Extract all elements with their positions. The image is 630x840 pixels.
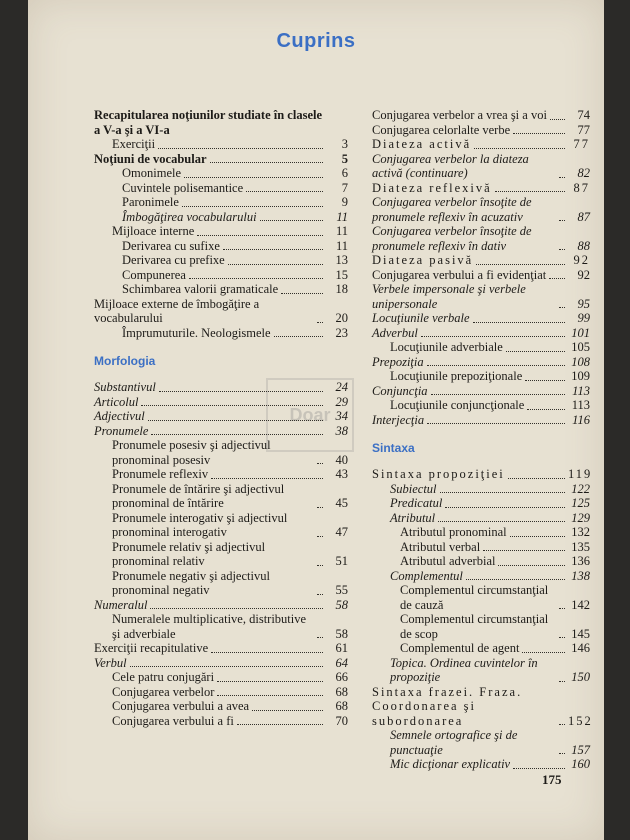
dot-leader (211, 478, 323, 479)
toc-entry-page: 82 (577, 166, 590, 180)
toc-entry-page: 135 (571, 539, 590, 554)
toc-entry (372, 540, 590, 555)
toc-entry-title: Îmbogăţirea vocabularului (122, 209, 257, 224)
toc-entry-title: Interjecţia (372, 412, 425, 427)
toc-entry (372, 656, 590, 685)
toc-entry (372, 757, 590, 772)
toc-entry (94, 224, 348, 239)
toc-entry-title: Cele patru conjugări (112, 670, 215, 684)
dot-leader (317, 507, 323, 508)
toc-entry (94, 511, 348, 540)
dot-leader (473, 322, 565, 323)
dot-leader (527, 409, 565, 410)
dot-leader (130, 666, 323, 667)
dot-leader (466, 579, 565, 580)
toc-entry (94, 181, 348, 196)
toc-entry-title: Semnele ortografice şi de punctuaţie (390, 728, 518, 757)
toc-entry-title: Conjuncţia (372, 383, 428, 398)
dot-leader (217, 695, 323, 696)
toc-entry-page: 64 (335, 655, 348, 670)
toc-entry-page: 15 (335, 267, 348, 282)
dot-leader (274, 336, 323, 337)
dot-leader (525, 380, 565, 381)
toc-entry (372, 253, 590, 268)
toc-entry-page: 11 (335, 224, 348, 238)
dot-leader (141, 405, 323, 406)
dot-leader (217, 681, 323, 682)
toc-entry-page: 68 (335, 684, 348, 699)
toc-entry-page: 38 (335, 423, 348, 438)
dot-leader (474, 148, 565, 149)
dot-leader (559, 177, 565, 178)
toc-entry-title: Verbul (94, 655, 127, 670)
dot-leader (559, 608, 565, 609)
toc-entry (94, 670, 348, 685)
dot-leader (237, 724, 323, 725)
toc-entry-title: Omonimele (122, 166, 182, 180)
toc-entry (372, 108, 590, 123)
toc-entry-title: Complementul (390, 568, 463, 583)
toc-entry (372, 554, 590, 569)
toc-entry-page: 146 (571, 641, 590, 655)
dot-leader (317, 565, 323, 566)
toc-entry-title: Substantivul (94, 380, 156, 394)
toc-entry-page: 24 (335, 380, 348, 394)
toc-entry (372, 195, 590, 224)
dot-leader (317, 536, 323, 537)
dot-leader (513, 768, 565, 769)
toc-entry-title: Conjugarea verbelor (112, 684, 215, 699)
toc-entry (372, 355, 590, 370)
toc-entry (372, 728, 590, 757)
toc-entry (372, 152, 590, 181)
toc-entry-page: 136 (571, 554, 590, 568)
toc-entry-page: 87 (573, 180, 590, 195)
toc-entry-page: 58 (335, 626, 348, 641)
section-heading: Sintaxa (372, 441, 415, 455)
toc-entry (372, 612, 590, 641)
toc-entry (372, 123, 590, 138)
toc-entry (94, 641, 348, 656)
dot-leader (549, 278, 565, 279)
dot-leader (260, 220, 323, 221)
dot-leader (148, 420, 323, 421)
toc-entry-page: 51 (335, 554, 348, 568)
toc-entry-title: Mijloace interne (112, 224, 195, 238)
dot-leader (223, 249, 323, 250)
toc-entry-title: Paronimele (122, 195, 179, 209)
toc-entry (372, 641, 590, 656)
toc-entry-page: 116 (572, 412, 590, 427)
toc-entry (94, 326, 348, 341)
dot-leader (317, 322, 323, 323)
toc-entry-title: Adjectivul (94, 409, 145, 423)
toc-entry (94, 195, 348, 210)
toc-entry-title: Diateza reflexivă (372, 180, 492, 195)
dot-leader (182, 206, 323, 207)
toc-entry-title: Conjugarea verbelor însoţite de pronumele reflexiv în dativ (372, 224, 532, 253)
dot-leader (431, 394, 565, 395)
toc-entry-page: 68 (335, 699, 348, 713)
dot-leader (189, 278, 323, 279)
toc-entry (94, 569, 348, 598)
toc-entry-page: 70 (335, 713, 348, 728)
toc-entry (94, 714, 348, 729)
toc-entry (94, 482, 348, 511)
dot-leader (445, 507, 565, 508)
toc-entry (94, 166, 348, 181)
dot-leader (158, 148, 323, 149)
dot-leader (228, 264, 323, 265)
toc-entry (372, 268, 590, 283)
toc-entry-title: Numeralele multiplicative, distributive şi adverbiale (112, 612, 307, 641)
dot-leader (498, 565, 565, 566)
toc-entry-page: 13 (335, 253, 348, 267)
toc-entry-title: Prepoziţia (372, 354, 424, 369)
dot-leader (510, 536, 565, 537)
toc-entry (94, 685, 348, 700)
toc-entry (372, 413, 590, 428)
toc-entry-page: 125 (571, 496, 590, 510)
toc-entry-title: Mic dicţionar explicativ (390, 757, 511, 771)
toc-entry (94, 239, 348, 254)
toc-entry-page: 23 (335, 325, 348, 340)
toc-entry (94, 297, 348, 326)
toc-entry-page: 74 (577, 108, 590, 122)
toc-entry-page: 150 (571, 670, 590, 684)
toc-entry (94, 268, 348, 283)
dot-leader (559, 307, 565, 308)
toc-entry-title: Exerciţii (112, 137, 156, 151)
toc-entry (94, 282, 348, 297)
dot-leader (317, 463, 323, 464)
toc-entry-title: Pronumele interogativ şi adjectivul pronominal interogativ (112, 510, 288, 539)
dot-leader (559, 249, 565, 250)
toc-entry-title: Topica. Ordinea cuvintelor în propoziţie (390, 655, 538, 684)
toc-entry-title: Predicatul (390, 496, 443, 510)
dot-leader (559, 637, 565, 638)
toc-entry-title: Subiectul (390, 481, 437, 496)
toc-entry (372, 326, 590, 341)
toc-entry-page: 113 (571, 398, 590, 412)
toc-entry-title: Atributul (390, 510, 436, 525)
toc-entry-page: 43 (335, 467, 348, 481)
toc-entry-title: Atributul pronominal (400, 525, 507, 539)
toc-entry-title: Exerciţii recapitulative (94, 641, 209, 655)
toc-entry-title: Locuţiunile prepoziţionale (390, 369, 523, 383)
toc-entry (372, 583, 590, 612)
dot-leader (506, 351, 565, 352)
toc-entry-title: Cuvintele polisemantice (122, 180, 244, 195)
toc-entry-page: 92 (577, 267, 590, 282)
page-title: Cuprins (276, 30, 356, 52)
toc-entry-page: 29 (335, 394, 348, 409)
toc-entry (94, 395, 348, 410)
toc-entry-title: Diateza activă (372, 137, 472, 151)
toc-entry-title: Pronumele reflexiv (112, 467, 209, 481)
dot-leader (281, 293, 323, 294)
toc-entry-page: 105 (571, 340, 590, 354)
dot-leader (522, 652, 565, 653)
toc-entry-page: 55 (335, 583, 348, 597)
dot-leader (184, 177, 323, 178)
toc-entry-title: Pronumele de întărire şi adjectivul pronominal de întărire (112, 481, 285, 510)
toc-entry (372, 137, 590, 152)
toc-entry-title: Conjugarea verbelor însoţite de pronumele reflexiv în acuzativ (372, 195, 532, 224)
toc-entry-page: 132 (571, 525, 590, 539)
toc-entry (94, 540, 348, 569)
toc-entry-title: Conjugarea verbelor a vrea şi a voi (372, 108, 547, 122)
toc-entry-page: 87 (577, 209, 590, 224)
dot-leader (440, 492, 565, 493)
toc-entry-title: Complementul circumstanţial de scop (400, 612, 549, 641)
toc-entry (372, 181, 590, 196)
toc-entry-title: Numeralul (94, 597, 148, 612)
toc-entry-page: 108 (571, 354, 590, 369)
toc-entry-title: Conjugarea celorlalte verbe (372, 122, 511, 137)
toc-entry-title: Conjugarea verbului a fi evidenţiat (372, 267, 547, 282)
dot-leader (211, 652, 323, 653)
toc-entry (94, 438, 348, 467)
toc-entry-page: 61 (335, 641, 348, 655)
dot-leader (483, 550, 565, 551)
toc-entry-title: Pronumele posesiv şi adjectivul pronominal posesiv (112, 438, 271, 467)
toc-entry-title: Sintaxa frazei. Fraza. Coordonarea şi subordonarea (372, 684, 523, 728)
toc-entry-page: 142 (571, 597, 590, 612)
dot-leader (513, 133, 565, 134)
toc-entry-page: 40 (335, 452, 348, 467)
toc-entry-title: Locuţiunile conjuncţionale (390, 398, 525, 412)
dot-leader (559, 220, 565, 221)
toc-entry-page: 3 (341, 137, 348, 151)
dot-leader (559, 753, 565, 754)
dot-leader (317, 594, 323, 595)
toc-entry-title: Complementul de agent (400, 641, 520, 655)
watermark-logo: Doar (266, 378, 354, 452)
toc-entry-title: Conjugarea verbelor la diateza activă (continuare) (372, 151, 529, 180)
dot-leader (508, 478, 565, 479)
toc-entry (94, 137, 348, 152)
dot-leader (210, 162, 323, 163)
toc-entry-title: Conjugarea verbului a fi (112, 713, 234, 728)
toc-entry (94, 467, 348, 482)
toc-entry-page: 99 (577, 311, 590, 325)
toc-entry (94, 253, 348, 268)
toc-entry (372, 496, 590, 511)
toc-entry-page: 129 (571, 510, 590, 525)
toc-entry (372, 511, 590, 526)
toc-entry (94, 210, 348, 225)
toc-entry-title: Derivarea cu sufixe (122, 238, 220, 253)
toc-left-column (94, 108, 348, 728)
dot-leader (427, 365, 565, 366)
toc-entry-page: 119 (568, 467, 593, 481)
toc-entry-title: Conjugarea verbului a avea (112, 699, 250, 713)
toc-entry-title: Verbele impersonale şi verbele unipersonale (372, 282, 526, 311)
toc-entry-page: 47 (335, 525, 348, 539)
toc-entry-title: Locuţiunile verbale (372, 311, 470, 325)
toc-right-column (372, 108, 593, 772)
toc-entry-title: Compunerea (122, 267, 186, 282)
toc-entry (372, 340, 590, 355)
toc-entry-page: 58 (335, 597, 348, 612)
toc-entry-title: Sintaxa propoziţiei (372, 467, 505, 481)
toc-entry (94, 380, 348, 395)
toc-entry-page: 113 (572, 383, 590, 398)
toc-entry (94, 598, 348, 613)
toc-entry-title: Atributul verbal (400, 539, 481, 554)
dot-leader (150, 608, 323, 609)
toc-entry (94, 699, 348, 714)
toc-entry (372, 311, 590, 326)
toc-entry-page: 145 (571, 626, 590, 641)
toc-entry (94, 424, 348, 439)
dot-leader (427, 423, 565, 424)
toc-entry (372, 482, 590, 497)
toc-entry-page: 18 (335, 282, 348, 296)
toc-entry-page: 157 (571, 742, 590, 757)
dot-leader (246, 191, 323, 192)
toc-entry-page: 11 (335, 238, 348, 253)
toc-entry-title: Adverbul (372, 325, 418, 340)
toc-entry-title: Mijloace externe de îmbogăţire a vocabularului (94, 296, 260, 325)
dot-leader (421, 336, 565, 337)
toc-entry-page: 138 (571, 568, 590, 583)
toc-entry (372, 224, 590, 253)
dot-leader (159, 391, 323, 392)
dot-leader (495, 191, 565, 192)
toc-entry (372, 282, 590, 311)
toc-entry (372, 684, 593, 729)
toc-entry-title: Derivarea cu prefixe (122, 253, 225, 267)
toc-entry-page: 101 (571, 325, 590, 340)
dot-leader (317, 637, 323, 638)
toc-entry (372, 467, 593, 482)
toc-entry (372, 369, 590, 384)
toc-entry-title: Schimbarea valorii gramaticale (122, 282, 279, 296)
toc-entry-page: 45 (335, 496, 348, 510)
toc-entry-title: Pronumele negativ şi adjectivul pronominal negativ (112, 568, 270, 597)
toc-entry-page: 109 (571, 369, 590, 383)
toc-entry-title: Articolul (94, 394, 139, 409)
dot-leader (559, 724, 565, 725)
dot-leader (197, 235, 323, 236)
toc-entry-page: 34 (335, 409, 348, 423)
toc-entry-page: 11 (336, 209, 348, 224)
toc-entry-page: 92 (573, 253, 590, 267)
toc-entry (94, 656, 348, 671)
toc-entry-title: Complementul circumstanţial de cauză (400, 583, 549, 612)
dot-leader (252, 710, 323, 711)
toc-entry (372, 384, 590, 399)
toc-entry-page: 122 (571, 481, 590, 496)
toc-entry-page: 5 (341, 151, 348, 166)
toc-entry-page: 6 (341, 166, 348, 180)
toc-entry-page: 66 (335, 670, 348, 684)
toc-entry-title: Atributul adverbial (400, 554, 496, 568)
toc-entry (94, 612, 348, 641)
toc-entry-page: 95 (577, 296, 590, 311)
toc-entry-page: 9 (341, 195, 348, 209)
toc-entry (94, 409, 348, 424)
toc-entry-page: 160 (571, 757, 590, 771)
toc-entry-title: Împrumuturile. Neologismele (122, 325, 271, 340)
toc-entry-page: 7 (341, 180, 348, 195)
toc-entry-title: Locuţiunile adverbiale (390, 340, 503, 354)
toc-entry-title: Pronumele relativ şi adjectivul pronominal relativ (112, 539, 266, 568)
toc-entry (372, 569, 590, 584)
toc-entry-page: 20 (335, 311, 348, 325)
toc-entry (372, 525, 590, 540)
dot-leader (151, 434, 323, 435)
section-heading: Morfologia (94, 354, 156, 368)
toc-entry (94, 108, 348, 137)
toc-entry-title: Diateza pasivă (372, 253, 474, 267)
dot-leader (559, 681, 565, 682)
toc-entry-title: Recapitularea noţiunilor studiate în clasele a V-a şi a VI-a (94, 108, 323, 137)
dot-leader (476, 264, 565, 265)
toc-entry-page: 77 (573, 137, 590, 151)
dot-leader (550, 119, 565, 120)
toc-entry-page: 77 (577, 122, 590, 137)
toc-entry-title: Pronumele (94, 423, 149, 438)
book-page (28, 0, 604, 840)
dot-leader (438, 521, 565, 522)
toc-entry (372, 398, 590, 413)
toc-entry (94, 152, 348, 167)
toc-entry-page: 88 (577, 238, 590, 253)
toc-entry-title: Noţiuni de vocabular (94, 151, 207, 166)
page-number: 175 (542, 772, 562, 787)
toc-entry-page: 152 (568, 713, 593, 728)
